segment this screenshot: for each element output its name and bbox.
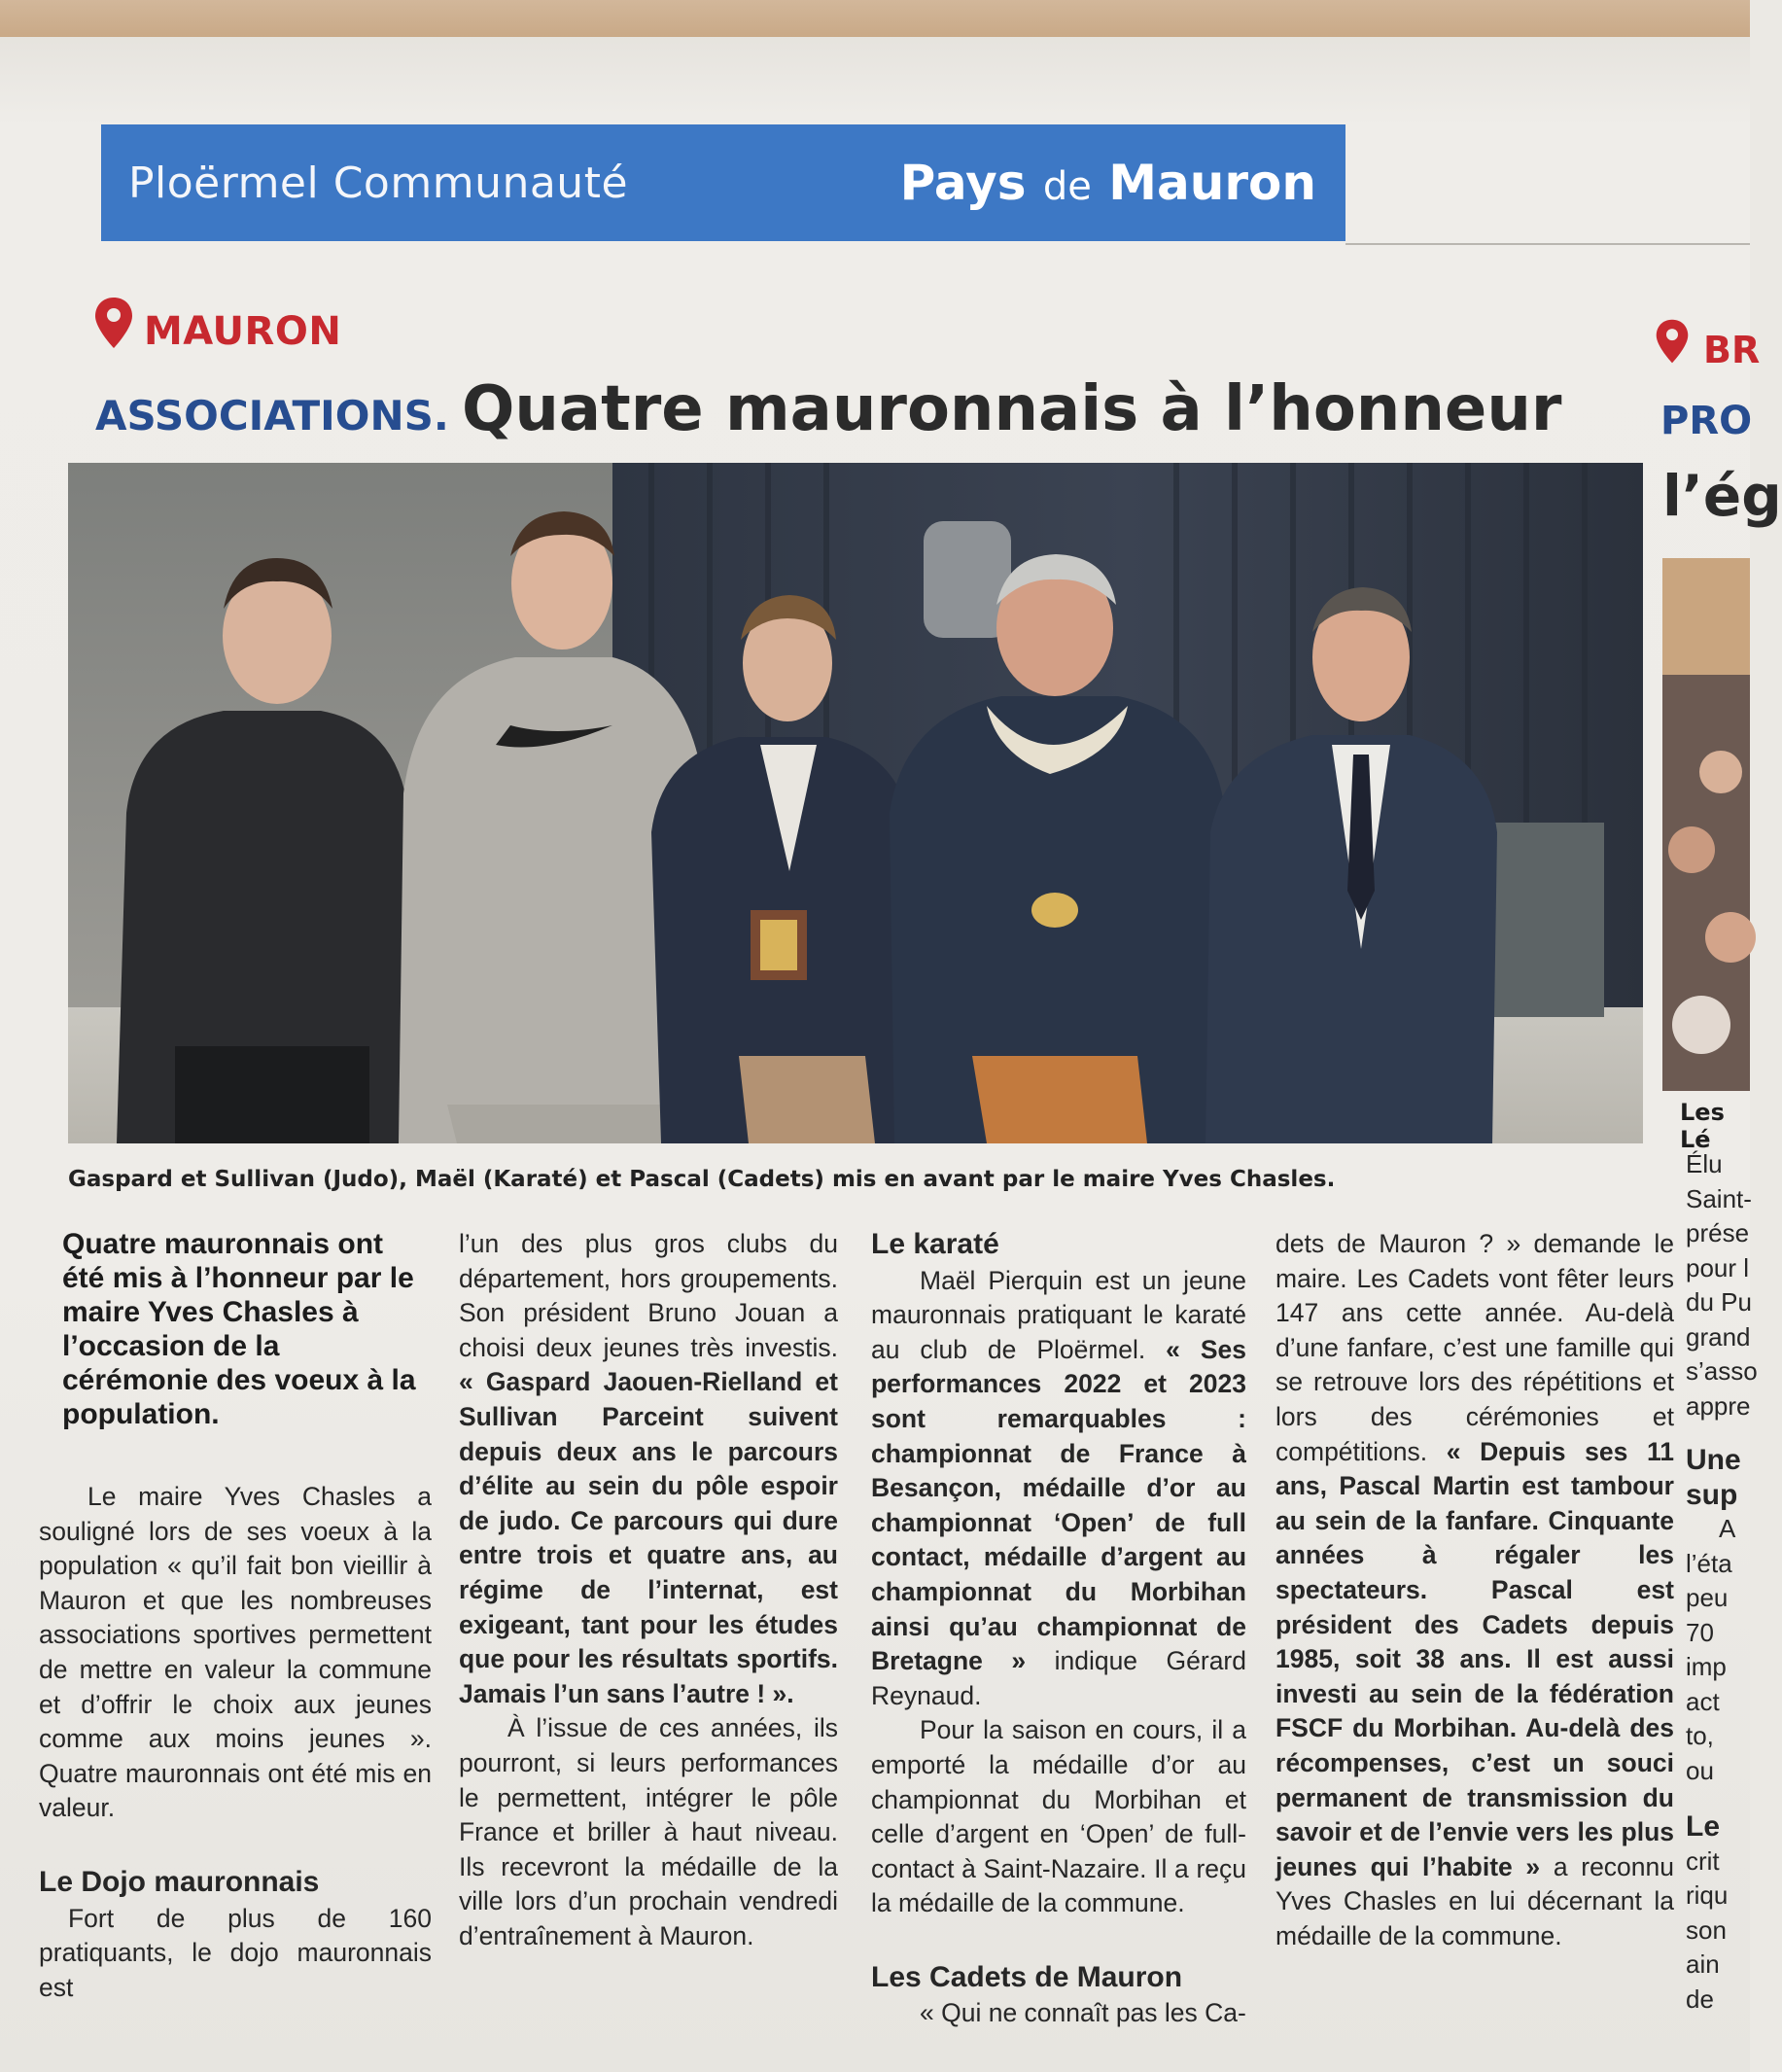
- section-community: Ploërmel Communauté: [128, 158, 629, 208]
- article-column-1: [39, 1227, 432, 2005]
- group-photo: [68, 463, 1643, 1143]
- group-photo-illustration: [68, 463, 1643, 1143]
- next-article-location: BR: [1703, 329, 1761, 371]
- next-article-photo: [1662, 558, 1750, 1091]
- table-surface: [0, 0, 1750, 37]
- next-article-subheading: Une: [1686, 1444, 1741, 1476]
- article-column-4: [1275, 1227, 1674, 1953]
- article-headline: [95, 373, 1561, 445]
- paragraph: Fort de plus de 160 pratiquants, le dojo mauronnais est: [39, 1903, 432, 2002]
- article-column-3: [871, 1227, 1246, 2031]
- next-article-column: Élu Saint- prése pour l du Pu grand s’asso appre Une sup A l’éta peu 70 imp act to, ou Le crit riqu son ain de: [1686, 1149, 1758, 2014]
- article-column-2: [459, 1227, 838, 1953]
- header-rule: [1345, 243, 1750, 245]
- subheading-cadets: Les Cadets de Mauron: [871, 1960, 1183, 1993]
- subheading-dojo: Le Dojo mauronnais: [39, 1865, 320, 1898]
- article-lede: Quatre mauronnais ont été mis à l’honneur par le maire Yves Chasles à l’occasion de la cérémonie des voeux à la population.: [62, 1228, 416, 1430]
- subheading-karate: Le karaté: [871, 1228, 999, 1260]
- quote: « Ses performances 2022 et 2023 sont remarquables : championnat de France à Besançon, médaille d’or au championnat ‘Open’ de full contact, médaille d’argent au championnat du Morbihan ainsi qu’au championnat de Bretagne »: [871, 1334, 1246, 1676]
- paragraph: « Qui ne connaît pas les Ca-: [920, 1998, 1246, 2028]
- quote: « Gaspard Jaouen-Rielland et Sullivan Parceint suivent depuis deux ans le parcours d’élite au sein du pôle espoir de judo. Ce parcours qui dure entre trois et quatre ans, au régime de l’internat, est exigeant, tant pour les études que pour les résultats sportifs. Jamais l’un sans l’autre ! ».: [459, 1367, 838, 1708]
- quote: « Depuis ses 11 ans, Pascal Martin est tambour au sein de la fanfare. Cinquante années à régaler les spectateurs. Pascal est président des Cadets depuis 1985, soit 38 ans. Il est aussi investi au sein de la fédération FSCF du Morbihan. Au-delà des récompenses, c’est un souci permanent de transmission du savoir et de l’envie vers les plus jeunes qui l’habite »: [1275, 1436, 1674, 1881]
- next-article-photo-caption: Les Lé: [1680, 1099, 1725, 1153]
- paragraph: Pour la saison en cours, il a emporté la médaille d’or au championnat du Morbihan et celle d’argent en ‘Open’ de full-contact à Saint-Nazaire. Il a reçu la médaille de la commune.: [871, 1715, 1246, 1918]
- next-article-kicker: PRO: [1660, 399, 1753, 443]
- paragraph: À l’issue de ces années, ils pourront, si leurs performances le permettent, intégrer le pôle France et briller à haut niveau. Ils recevront la médaille de la ville lors d’un prochain vendredi d’entraînement à Mauron.: [459, 1713, 838, 1950]
- next-article-title: l’ég: [1662, 463, 1782, 529]
- paragraph: l’un des plus gros clubs du département, hors groupements. Son président Bruno Jouan a choisi deux jeunes très investis. « Gaspard Jaouen-Rielland et Sullivan Parceint suivent depuis deux ans le parcours d’élite au sein du pôle espoir de judo. Ce parcours qui dure entre trois et quatre ans, au régime de l’internat, est exigeant, tant pour les études que pour les résultats sportifs. Jamais l’un sans l’autre ! ».: [459, 1229, 838, 1708]
- photo-caption: Gaspard et Sullivan (Judo), Maël (Karaté) et Pascal (Cadets) mis en avant par le maire Yves Chasles.: [68, 1167, 1336, 1192]
- paragraph: Le maire Yves Chasles a souligné lors de ses voeux à la population « qu’il fait bon vieillir à Mauron et que les nombreuses associations sportives permettent de mettre en valeur la commune et d’offrir le choix aux jeunes comme aux moins jeunes ». Quatre mauronnais ont été mis en valeur.: [39, 1482, 432, 1823]
- paragraph: dets de Mauron ? » demande le maire. Les Cadets vont fêter leurs 147 ans cette année. Au-delà d’une fanfare, c’est une famille qui se retrouve lors des répétitions et lors des cérémonies et compétitions. « Depuis ses 11 ans, Pascal Martin est tambour au sein de la fanfare. Cinquante années à régaler les spectateurs. Pascal est président des Cadets depuis 1985, soit 38 ans. Il est aussi investi au sein de la fédération FSCF du Morbihan. Au-delà des récompenses, c’est un souci permanent de transmission du savoir et de l’envie vers les plus jeunes qui l’habite » a reconnu Yves Chasles en lui décernant la médaille de la commune.: [1275, 1229, 1675, 1950]
- headline-title: Quatre mauronnais à l’honneur: [461, 373, 1562, 445]
- paragraph: Maël Pierquin est un jeune mauronnais pratiquant le karaté au club de Ploërmel. « Ses performances 2022 et 2023 sont remarquables : championnat de France à Besançon, médaille d’or au championnat ‘Open’ de full contact, médaille d’argent au championnat du Morbihan ainsi qu’au championnat de Bretagne » indique Gérard Reynaud.: [871, 1265, 1246, 1710]
- location-pin-icon: [1655, 317, 1690, 366]
- next-article-subheading: Le: [1686, 1810, 1721, 1843]
- location-pin-icon: [93, 296, 134, 350]
- location-label: MAURON: [144, 309, 342, 354]
- headline-kicker: ASSOCIATIONS.: [95, 392, 449, 439]
- section-area: Pays de Mauron: [899, 155, 1316, 211]
- section-header-band: [101, 124, 1345, 241]
